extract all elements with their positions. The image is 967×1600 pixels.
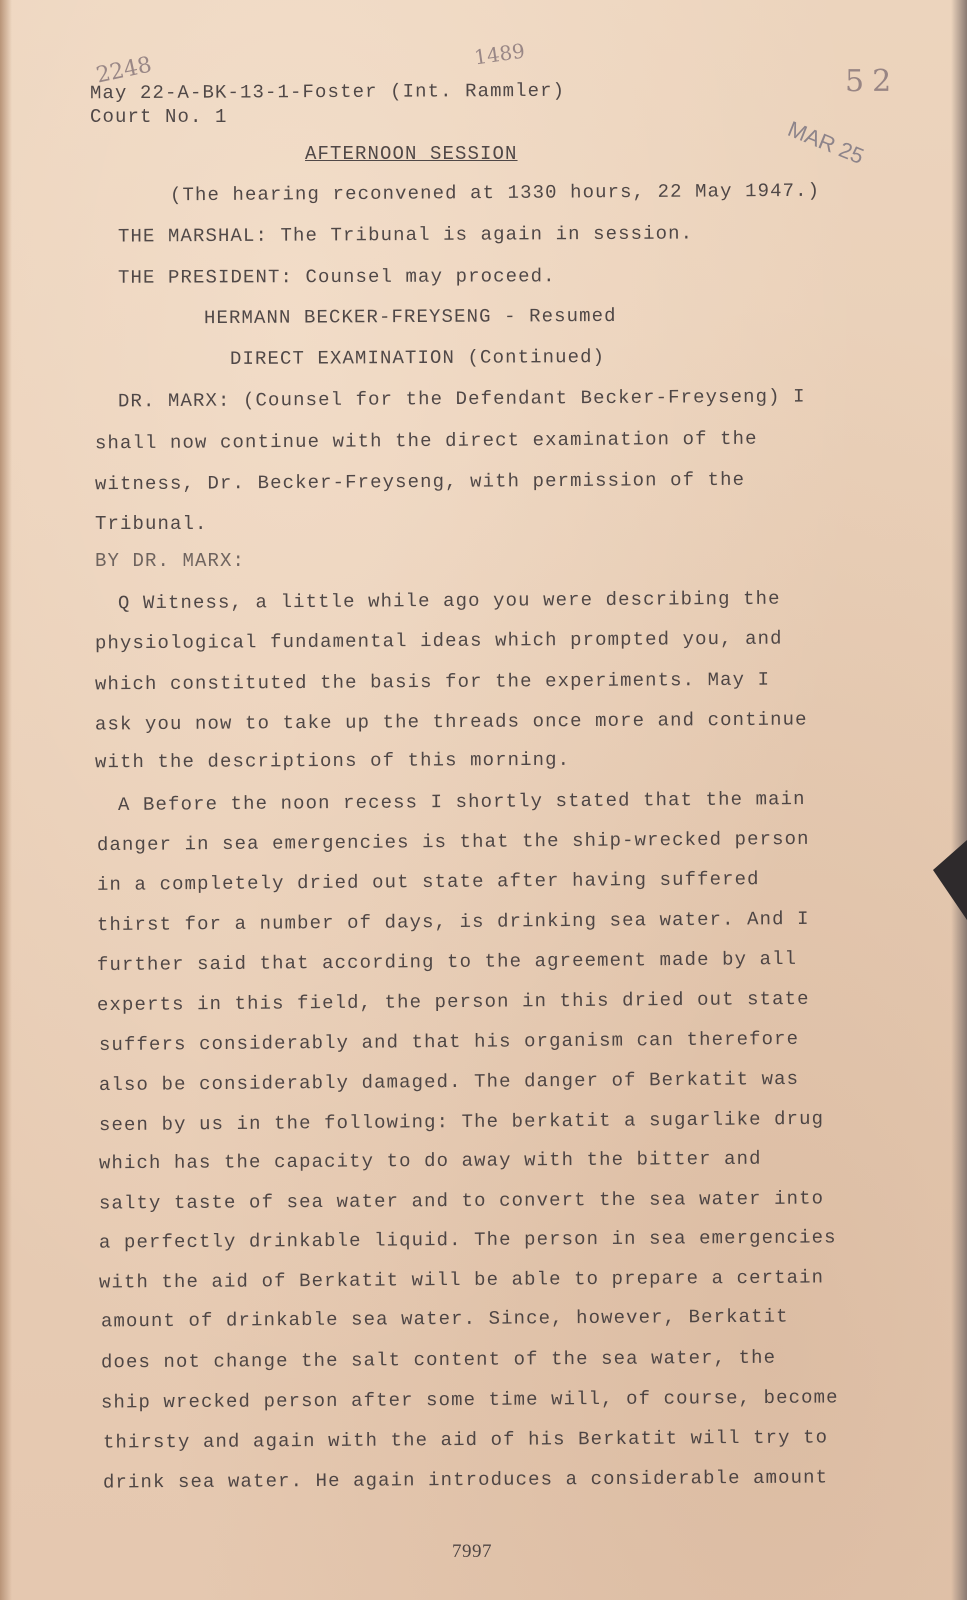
answer-line: suffers considerably and that his organism can therefore	[98, 1027, 800, 1057]
answer-line: further said that according to the agreement made by all	[96, 947, 798, 977]
answer-line: A Before the noon recess I shortly stated that the main	[117, 788, 806, 816]
answer-line: does not change the salt content of the sea water, the	[100, 1346, 777, 1374]
header-line-1: May 22-A-BK-13-1-Foster (Int. Rammler)	[89, 79, 566, 105]
answer-line: experts in this field, the person in this dried out state	[96, 987, 810, 1017]
answer-line: also be considerably damaged. The danger of Berkatit was	[98, 1067, 800, 1097]
question-line: with the descriptions of this morning.	[94, 748, 571, 774]
answer-line: thirst for a number of days, is drinking sea water. And I	[96, 907, 810, 937]
handwritten-page-number: 52	[845, 64, 900, 99]
handwritten-number: 1489	[472, 38, 527, 70]
answer-line: a perfectly drinkable liquid. The person in sea emergencies	[98, 1226, 837, 1254]
reconvened-line: (The hearing reconvened at 1330 hours, 22 May 1947.)	[169, 179, 821, 207]
handwritten-number: 2248	[94, 52, 154, 89]
president-line: THE PRESIDENT: Counsel may proceed.	[117, 265, 556, 289]
page-edge-shadow	[0, 0, 12, 1600]
answer-line: seen by us in the following: The berkatit a sugarlike drug	[98, 1107, 825, 1137]
date-stamp: MAR 25	[784, 116, 868, 170]
answer-line: which has the capacity to do away with the bitter and	[98, 1147, 762, 1175]
by-line: BY DR. MARX:	[95, 550, 246, 572]
answer-line: with the aid of Berkatit will be able to prepare a certain	[98, 1266, 825, 1294]
header-line-2: Court No. 1	[90, 106, 228, 128]
answer-line: danger in sea emergencies is that the ship-wrecked person	[96, 827, 810, 857]
question-line: ask you now to take up the threads once more and continue	[94, 708, 808, 736]
witness-heading: HERMANN BECKER-FREYSENG - Resumed	[203, 304, 617, 330]
answer-line: amount of drinkable sea water. Since, however, Berkatit	[100, 1305, 789, 1333]
answer-line: drink sea water. He again introduces a considerable amount	[102, 1466, 829, 1494]
answer-line: in a completely dried out state after having suffered	[96, 868, 760, 896]
page-number: 7997	[452, 1541, 492, 1562]
answer-line: salty taste of sea water and to convert the sea water into	[98, 1187, 825, 1215]
counsel-line: Tribunal.	[95, 513, 208, 535]
counsel-line: shall now continue with the direct examination of the	[94, 427, 758, 455]
counsel-line: DR. MARX: (Counsel for the Defendant Becker-Freyseng) I	[117, 385, 806, 413]
counsel-line: witness, Dr. Becker-Freyseng, with permission of the	[94, 468, 746, 496]
exam-heading: DIRECT EXAMINATION (Continued)	[229, 346, 606, 370]
question-line: Q Witness, a little while ago you were describing the	[117, 587, 781, 615]
answer-line: thirsty and again with the aid of his Berkatit will try to	[102, 1426, 829, 1454]
question-line: which constituted the basis for the experiments. May I	[94, 668, 771, 696]
page-edge-shadow	[951, 0, 967, 1600]
session-title: AFTERNOON SESSION	[305, 143, 518, 165]
torn-edge	[933, 840, 967, 920]
question-line: physiological fundamental ideas which prompted you, and	[94, 627, 783, 655]
marshal-line: THE MARSHAL: The Tribunal is again in session.	[117, 222, 694, 248]
answer-line: ship wrecked person after some time will, of course, become	[100, 1386, 839, 1414]
